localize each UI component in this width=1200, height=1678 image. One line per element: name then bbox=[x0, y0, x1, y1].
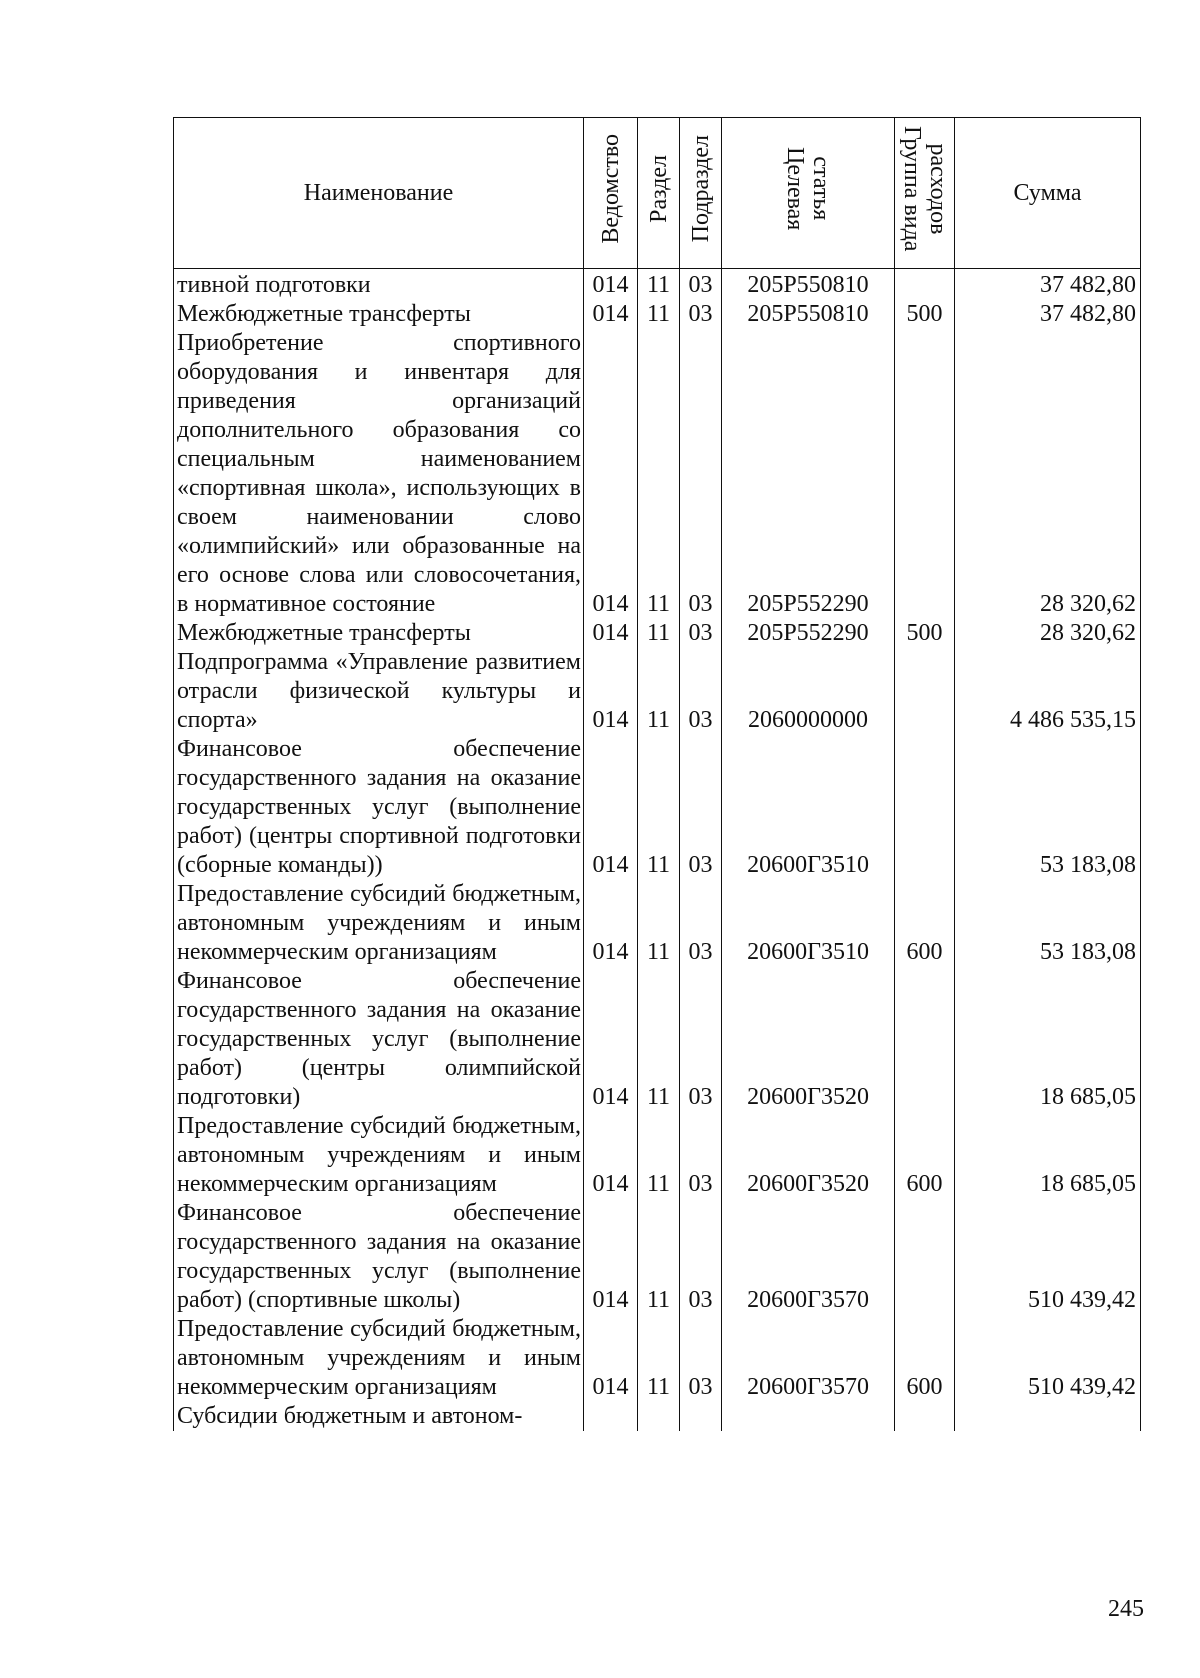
row-section: 11 bbox=[638, 1199, 680, 1315]
row-section: 11 bbox=[638, 967, 680, 1112]
row-subsection: 03 bbox=[680, 1315, 722, 1402]
row-name: Приобретение спортивного оборудования и инвентаря для приведения организаций дополнительного образования со специальным наименованием «спортивная школа», использующих в своем наименовании слово «олимпийский» или образованные на его основе слова или словосочетания, в нормативное состояние bbox=[174, 329, 584, 619]
page-number: 245 bbox=[1108, 1596, 1144, 1622]
header-name: Наименование bbox=[174, 118, 584, 269]
row-expense-group bbox=[895, 967, 955, 1112]
row-target-article: 205P552290 bbox=[722, 619, 895, 648]
row-section: 11 bbox=[638, 1315, 680, 1402]
row-name: Предоставление субсидий бюджетным, автономным учреждениям и иным некоммерческим организациям bbox=[174, 1315, 584, 1402]
table-row bbox=[174, 735, 1141, 880]
row-subsection: 03 bbox=[680, 648, 722, 735]
row-target-article: 20600Г3520 bbox=[722, 1112, 895, 1199]
row-name: Субсидии бюджетным и автоном- bbox=[174, 1402, 584, 1431]
row-amount bbox=[955, 1402, 1141, 1431]
row-name: тивной подготовки bbox=[174, 269, 584, 301]
row-amount: 28 320,62 bbox=[955, 329, 1141, 619]
row-subsection: 03 bbox=[680, 967, 722, 1112]
row-amount: 37 482,80 bbox=[955, 269, 1141, 301]
row-subsection: 03 bbox=[680, 329, 722, 619]
row-expense-group bbox=[895, 1402, 955, 1431]
row-name: Предоставление субсидий бюджетным, автономным учреждениям и иным некоммерческим организациям bbox=[174, 880, 584, 967]
row-expense-group: 500 bbox=[895, 300, 955, 329]
row-amount: 510 439,42 bbox=[955, 1315, 1141, 1402]
table-row bbox=[174, 1402, 1141, 1431]
table-row bbox=[174, 619, 1141, 648]
row-section bbox=[638, 1402, 680, 1431]
row-amount: 53 183,08 bbox=[955, 880, 1141, 967]
row-expense-group bbox=[895, 1199, 955, 1315]
header-department: Ведомство bbox=[584, 118, 638, 269]
row-department: 014 bbox=[584, 735, 638, 880]
row-section: 11 bbox=[638, 648, 680, 735]
row-target-article: 20600Г3510 bbox=[722, 880, 895, 967]
row-expense-group: 600 bbox=[895, 1112, 955, 1199]
row-expense-group bbox=[895, 735, 955, 880]
row-target-article: 20600Г3570 bbox=[722, 1199, 895, 1315]
row-name: Финансовое обеспечение государственного задания на оказание государственных услуг (выполнение работ) (спортивные школы) bbox=[174, 1199, 584, 1315]
table-row bbox=[174, 269, 1141, 301]
row-name: Подпрограмма «Управление развитием отрасли физической культуры и спорта» bbox=[174, 648, 584, 735]
row-target-article: 20600Г3570 bbox=[722, 1315, 895, 1402]
table-row bbox=[174, 648, 1141, 735]
header-target-article: Целевая статья bbox=[722, 118, 895, 269]
row-expense-group bbox=[895, 269, 955, 301]
row-name: Межбюджетные трансферты bbox=[174, 300, 584, 329]
table-body bbox=[174, 269, 1141, 1432]
row-amount: 510 439,42 bbox=[955, 1199, 1141, 1315]
row-department: 014 bbox=[584, 269, 638, 301]
table-row bbox=[174, 1199, 1141, 1315]
row-expense-group bbox=[895, 329, 955, 619]
row-target-article: 2060000000 bbox=[722, 648, 895, 735]
row-department: 014 bbox=[584, 967, 638, 1112]
table-row bbox=[174, 1112, 1141, 1199]
row-section: 11 bbox=[638, 880, 680, 967]
header-amount: Сумма bbox=[955, 118, 1141, 269]
budget-table bbox=[173, 117, 1141, 1431]
row-amount: 28 320,62 bbox=[955, 619, 1141, 648]
row-department: 014 bbox=[584, 1112, 638, 1199]
row-target-article: 205P550810 bbox=[722, 269, 895, 301]
row-name: Предоставление субсидий бюджетным, автономным учреждениям и иным некоммерческим организациям bbox=[174, 1112, 584, 1199]
row-section: 11 bbox=[638, 1112, 680, 1199]
row-department bbox=[584, 1402, 638, 1431]
row-amount: 18 685,05 bbox=[955, 1112, 1141, 1199]
table-row bbox=[174, 300, 1141, 329]
row-department: 014 bbox=[584, 880, 638, 967]
header-expense-group: Группа вида расходов bbox=[895, 118, 955, 269]
table-row bbox=[174, 880, 1141, 967]
row-target-article: 205P552290 bbox=[722, 329, 895, 619]
row-section: 11 bbox=[638, 735, 680, 880]
row-subsection: 03 bbox=[680, 735, 722, 880]
row-name: Финансовое обеспечение государственного задания на оказание государственных услуг (выполнение работ) (центры спортивной подготовки (сборные команды)) bbox=[174, 735, 584, 880]
row-department: 014 bbox=[584, 648, 638, 735]
row-department: 014 bbox=[584, 1199, 638, 1315]
row-name: Межбюджетные трансферты bbox=[174, 619, 584, 648]
table-header bbox=[174, 118, 1141, 269]
header-subsection: Подраздел bbox=[680, 118, 722, 269]
row-subsection: 03 bbox=[680, 269, 722, 301]
row-department: 014 bbox=[584, 300, 638, 329]
row-target-article: 20600Г3520 bbox=[722, 967, 895, 1112]
row-section: 11 bbox=[638, 300, 680, 329]
row-section: 11 bbox=[638, 329, 680, 619]
table-row bbox=[174, 1315, 1141, 1402]
row-subsection: 03 bbox=[680, 1199, 722, 1315]
row-expense-group: 600 bbox=[895, 880, 955, 967]
row-section: 11 bbox=[638, 619, 680, 648]
row-name: Финансовое обеспечение государственного задания на оказание государственных услуг (выполнение работ) (центры олимпийской подготовки) bbox=[174, 967, 584, 1112]
row-department: 014 bbox=[584, 329, 638, 619]
header-section: Раздел bbox=[638, 118, 680, 269]
row-target-article bbox=[722, 1402, 895, 1431]
row-subsection: 03 bbox=[680, 619, 722, 648]
row-expense-group: 600 bbox=[895, 1315, 955, 1402]
row-department: 014 bbox=[584, 1315, 638, 1402]
row-subsection bbox=[680, 1402, 722, 1431]
row-expense-group: 500 bbox=[895, 619, 955, 648]
row-amount: 37 482,80 bbox=[955, 300, 1141, 329]
row-target-article: 205P550810 bbox=[722, 300, 895, 329]
row-department: 014 bbox=[584, 619, 638, 648]
row-amount: 18 685,05 bbox=[955, 967, 1141, 1112]
table-row bbox=[174, 967, 1141, 1112]
row-subsection: 03 bbox=[680, 1112, 722, 1199]
row-expense-group bbox=[895, 648, 955, 735]
table-row bbox=[174, 329, 1141, 619]
row-amount: 53 183,08 bbox=[955, 735, 1141, 880]
row-amount: 4 486 535,15 bbox=[955, 648, 1141, 735]
row-section: 11 bbox=[638, 269, 680, 301]
row-subsection: 03 bbox=[680, 880, 722, 967]
row-target-article: 20600Г3510 bbox=[722, 735, 895, 880]
row-subsection: 03 bbox=[680, 300, 722, 329]
